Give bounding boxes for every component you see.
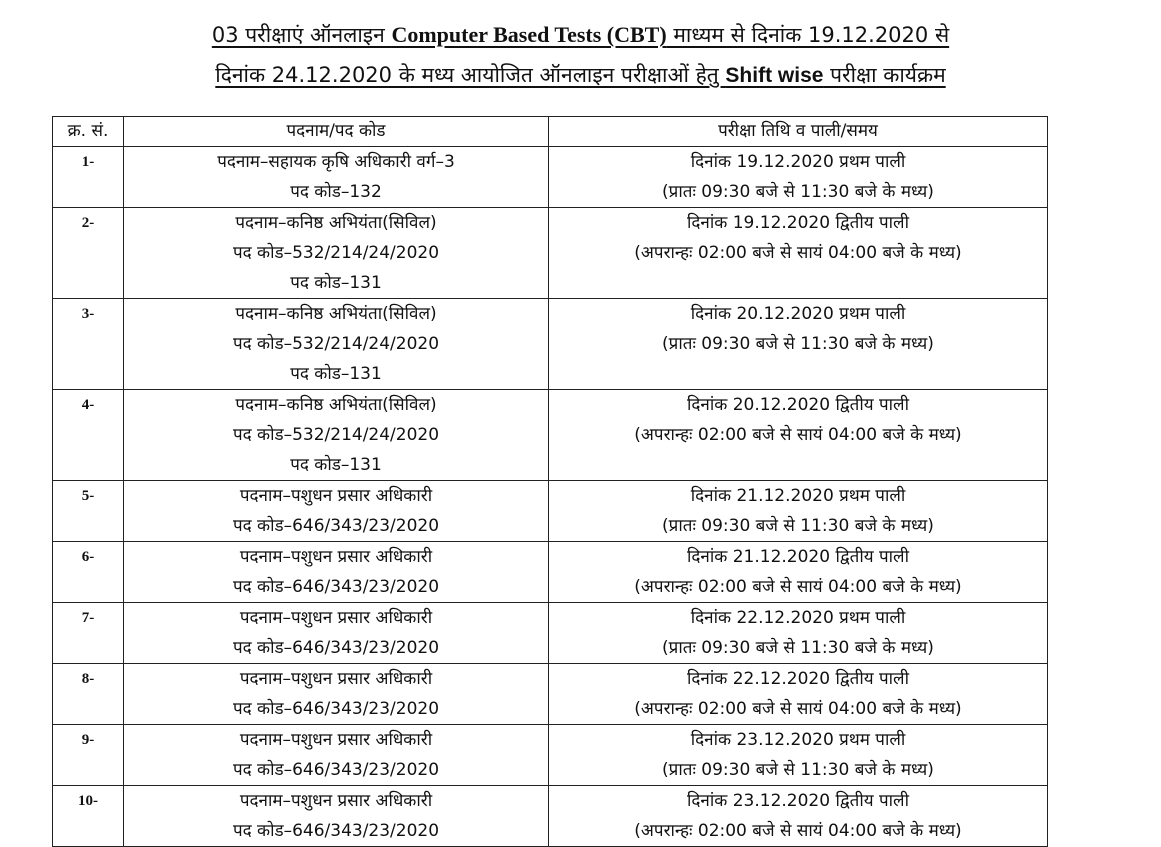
table-body xyxy=(53,147,1048,847)
post-code: पद कोड–131 xyxy=(290,364,382,384)
exam-time-window: (प्रातः 09:30 बजे से 11:30 बजे के मध्य) xyxy=(662,638,934,658)
serial-number-cell: 7- xyxy=(53,603,124,664)
post-cell xyxy=(124,603,549,664)
exam-date-cell xyxy=(549,603,1048,664)
post-code: पद कोड–532/214/24/2020 xyxy=(232,425,440,445)
table-row xyxy=(53,786,1048,847)
exam-date-shift: दिनांक 22.12.2020 प्रथम पाली xyxy=(690,608,906,628)
post-cell xyxy=(124,786,549,847)
exam-time-window: (अपरान्हः 02:00 बजे से सायं 04:00 बजे के मध्य) xyxy=(634,243,962,263)
exam-date-cell xyxy=(549,725,1048,786)
exam-time-window: (प्रातः 09:30 बजे से 11:30 बजे के मध्य) xyxy=(662,760,934,780)
post-code: पद कोड–646/343/23/2020 xyxy=(232,821,440,841)
table-row xyxy=(53,299,1048,390)
exam-schedule-table xyxy=(52,116,1048,847)
header-exam-date-shift-time: परीक्षा तिथि व पाली/समय xyxy=(549,117,1048,147)
post-cell xyxy=(124,147,549,208)
post-cell xyxy=(124,208,549,299)
table-row xyxy=(53,603,1048,664)
exam-date-cell xyxy=(549,390,1048,481)
header-serial-number: क्र. सं. xyxy=(53,117,124,147)
post-name: पदनाम–पशुधन प्रसार अधिकारी xyxy=(239,547,433,567)
exam-date-shift: दिनांक 19.12.2020 द्वितीय पाली xyxy=(687,213,909,233)
header-post-name-code: पदनाम/पद कोड xyxy=(124,117,549,147)
table-row xyxy=(53,542,1048,603)
exam-time-window: (अपरान्हः 02:00 बजे से सायं 04:00 बजे के मध्य) xyxy=(634,425,962,445)
serial-number-cell: 4- xyxy=(53,390,124,481)
exam-date-shift: दिनांक 23.12.2020 प्रथम पाली xyxy=(690,730,906,750)
post-code: पद कोड–131 xyxy=(290,273,382,293)
post-name: पदनाम–पशुधन प्रसार अधिकारी xyxy=(239,791,433,811)
document-title-line-2 xyxy=(0,60,1161,91)
post-code: पद कोड–131 xyxy=(290,455,382,475)
exam-date-shift: दिनांक 21.12.2020 प्रथम पाली xyxy=(690,486,906,506)
exam-date-cell xyxy=(549,664,1048,725)
exam-date-cell xyxy=(549,147,1048,208)
exam-date-cell xyxy=(549,299,1048,390)
table-row xyxy=(53,208,1048,299)
post-name: पदनाम–कनिष्ठ अभियंता(सिविल) xyxy=(235,304,437,324)
post-name: पदनाम–कनिष्ठ अभियंता(सिविल) xyxy=(235,213,437,233)
post-cell xyxy=(124,664,549,725)
serial-number-cell: 9- xyxy=(53,725,124,786)
exam-date-shift: दिनांक 22.12.2020 द्वितीय पाली xyxy=(687,669,909,689)
exam-date-cell xyxy=(549,481,1048,542)
post-code: पद कोड–646/343/23/2020 xyxy=(232,638,440,658)
post-code: पद कोड–132 xyxy=(290,182,382,202)
post-code: पद कोड–646/343/23/2020 xyxy=(232,516,440,536)
exam-date-shift: दिनांक 21.12.2020 द्वितीय पाली xyxy=(687,547,909,567)
post-name: पदनाम–कनिष्ठ अभियंता(सिविल) xyxy=(235,395,437,415)
exam-date-cell xyxy=(549,786,1048,847)
post-cell xyxy=(124,725,549,786)
title-line-1-cbt: Computer Based Tests (CBT) xyxy=(391,22,667,47)
post-name: पदनाम–पशुधन प्रसार अधिकारी xyxy=(239,486,433,506)
exam-time-window: (प्रातः 09:30 बजे से 11:30 बजे के मध्य) xyxy=(662,516,934,536)
exam-time-window: (प्रातः 09:30 बजे से 11:30 बजे के मध्य) xyxy=(662,334,934,354)
exam-time-window: (अपरान्हः 02:00 बजे से सायं 04:00 बजे के मध्य) xyxy=(634,577,962,597)
table-row xyxy=(53,147,1048,208)
exam-date-shift: दिनांक 20.12.2020 प्रथम पाली xyxy=(690,304,906,324)
table-row xyxy=(53,390,1048,481)
post-code: पद कोड–646/343/23/2020 xyxy=(232,760,440,780)
serial-number-cell: 5- xyxy=(53,481,124,542)
serial-number-cell: 8- xyxy=(53,664,124,725)
post-name: पदनाम–पशुधन प्रसार अधिकारी xyxy=(239,669,433,689)
table-row xyxy=(53,481,1048,542)
post-cell xyxy=(124,299,549,390)
title-line-2-part-a: दिनांक 24.12.2020 के मध्य आयोजित ऑनलाइन परीक्षाओं हेतु xyxy=(215,63,726,87)
title-line-2-shift-wise: Shift wise xyxy=(725,64,824,87)
title-line-1-part-c: माध्यम से दिनांक 19.12.2020 से xyxy=(666,23,950,47)
serial-number-cell: 10- xyxy=(53,786,124,847)
title-line-1-part-a: 03 परीक्षाएं ऑनलाइन xyxy=(211,23,392,47)
exam-date-shift: दिनांक 20.12.2020 द्वितीय पाली xyxy=(687,395,909,415)
serial-number-cell: 6- xyxy=(53,542,124,603)
post-name: पदनाम–पशुधन प्रसार अधिकारी xyxy=(239,730,433,750)
post-name: पदनाम–सहायक कृषि अधिकारी वर्ग–3 xyxy=(217,152,455,172)
post-cell xyxy=(124,542,549,603)
post-code: पद कोड–646/343/23/2020 xyxy=(232,577,440,597)
exam-date-shift: दिनांक 23.12.2020 द्वितीय पाली xyxy=(687,791,909,811)
serial-number-cell: 2- xyxy=(53,208,124,299)
document-title-line-1 xyxy=(0,20,1161,50)
exam-date-cell xyxy=(549,208,1048,299)
post-cell xyxy=(124,390,549,481)
post-code: पद कोड–532/214/24/2020 xyxy=(232,243,440,263)
table-row xyxy=(53,664,1048,725)
exam-time-window: (प्रातः 09:30 बजे से 11:30 बजे के मध्य) xyxy=(662,182,934,202)
serial-number-cell: 1- xyxy=(53,147,124,208)
serial-number-cell: 3- xyxy=(53,299,124,390)
exam-date-cell xyxy=(549,542,1048,603)
exam-date-shift: दिनांक 19.12.2020 प्रथम पाली xyxy=(690,152,906,172)
title-line-2-part-c: परीक्षा कार्यक्रम xyxy=(823,63,946,87)
post-cell xyxy=(124,481,549,542)
post-code: पद कोड–532/214/24/2020 xyxy=(232,334,440,354)
table-row xyxy=(53,725,1048,786)
table-header-row xyxy=(53,117,1048,147)
post-code: पद कोड–646/343/23/2020 xyxy=(232,699,440,719)
exam-time-window: (अपरान्हः 02:00 बजे से सायं 04:00 बजे के मध्य) xyxy=(634,821,962,841)
exam-time-window: (अपरान्हः 02:00 बजे से सायं 04:00 बजे के मध्य) xyxy=(634,699,962,719)
post-name: पदनाम–पशुधन प्रसार अधिकारी xyxy=(239,608,433,628)
